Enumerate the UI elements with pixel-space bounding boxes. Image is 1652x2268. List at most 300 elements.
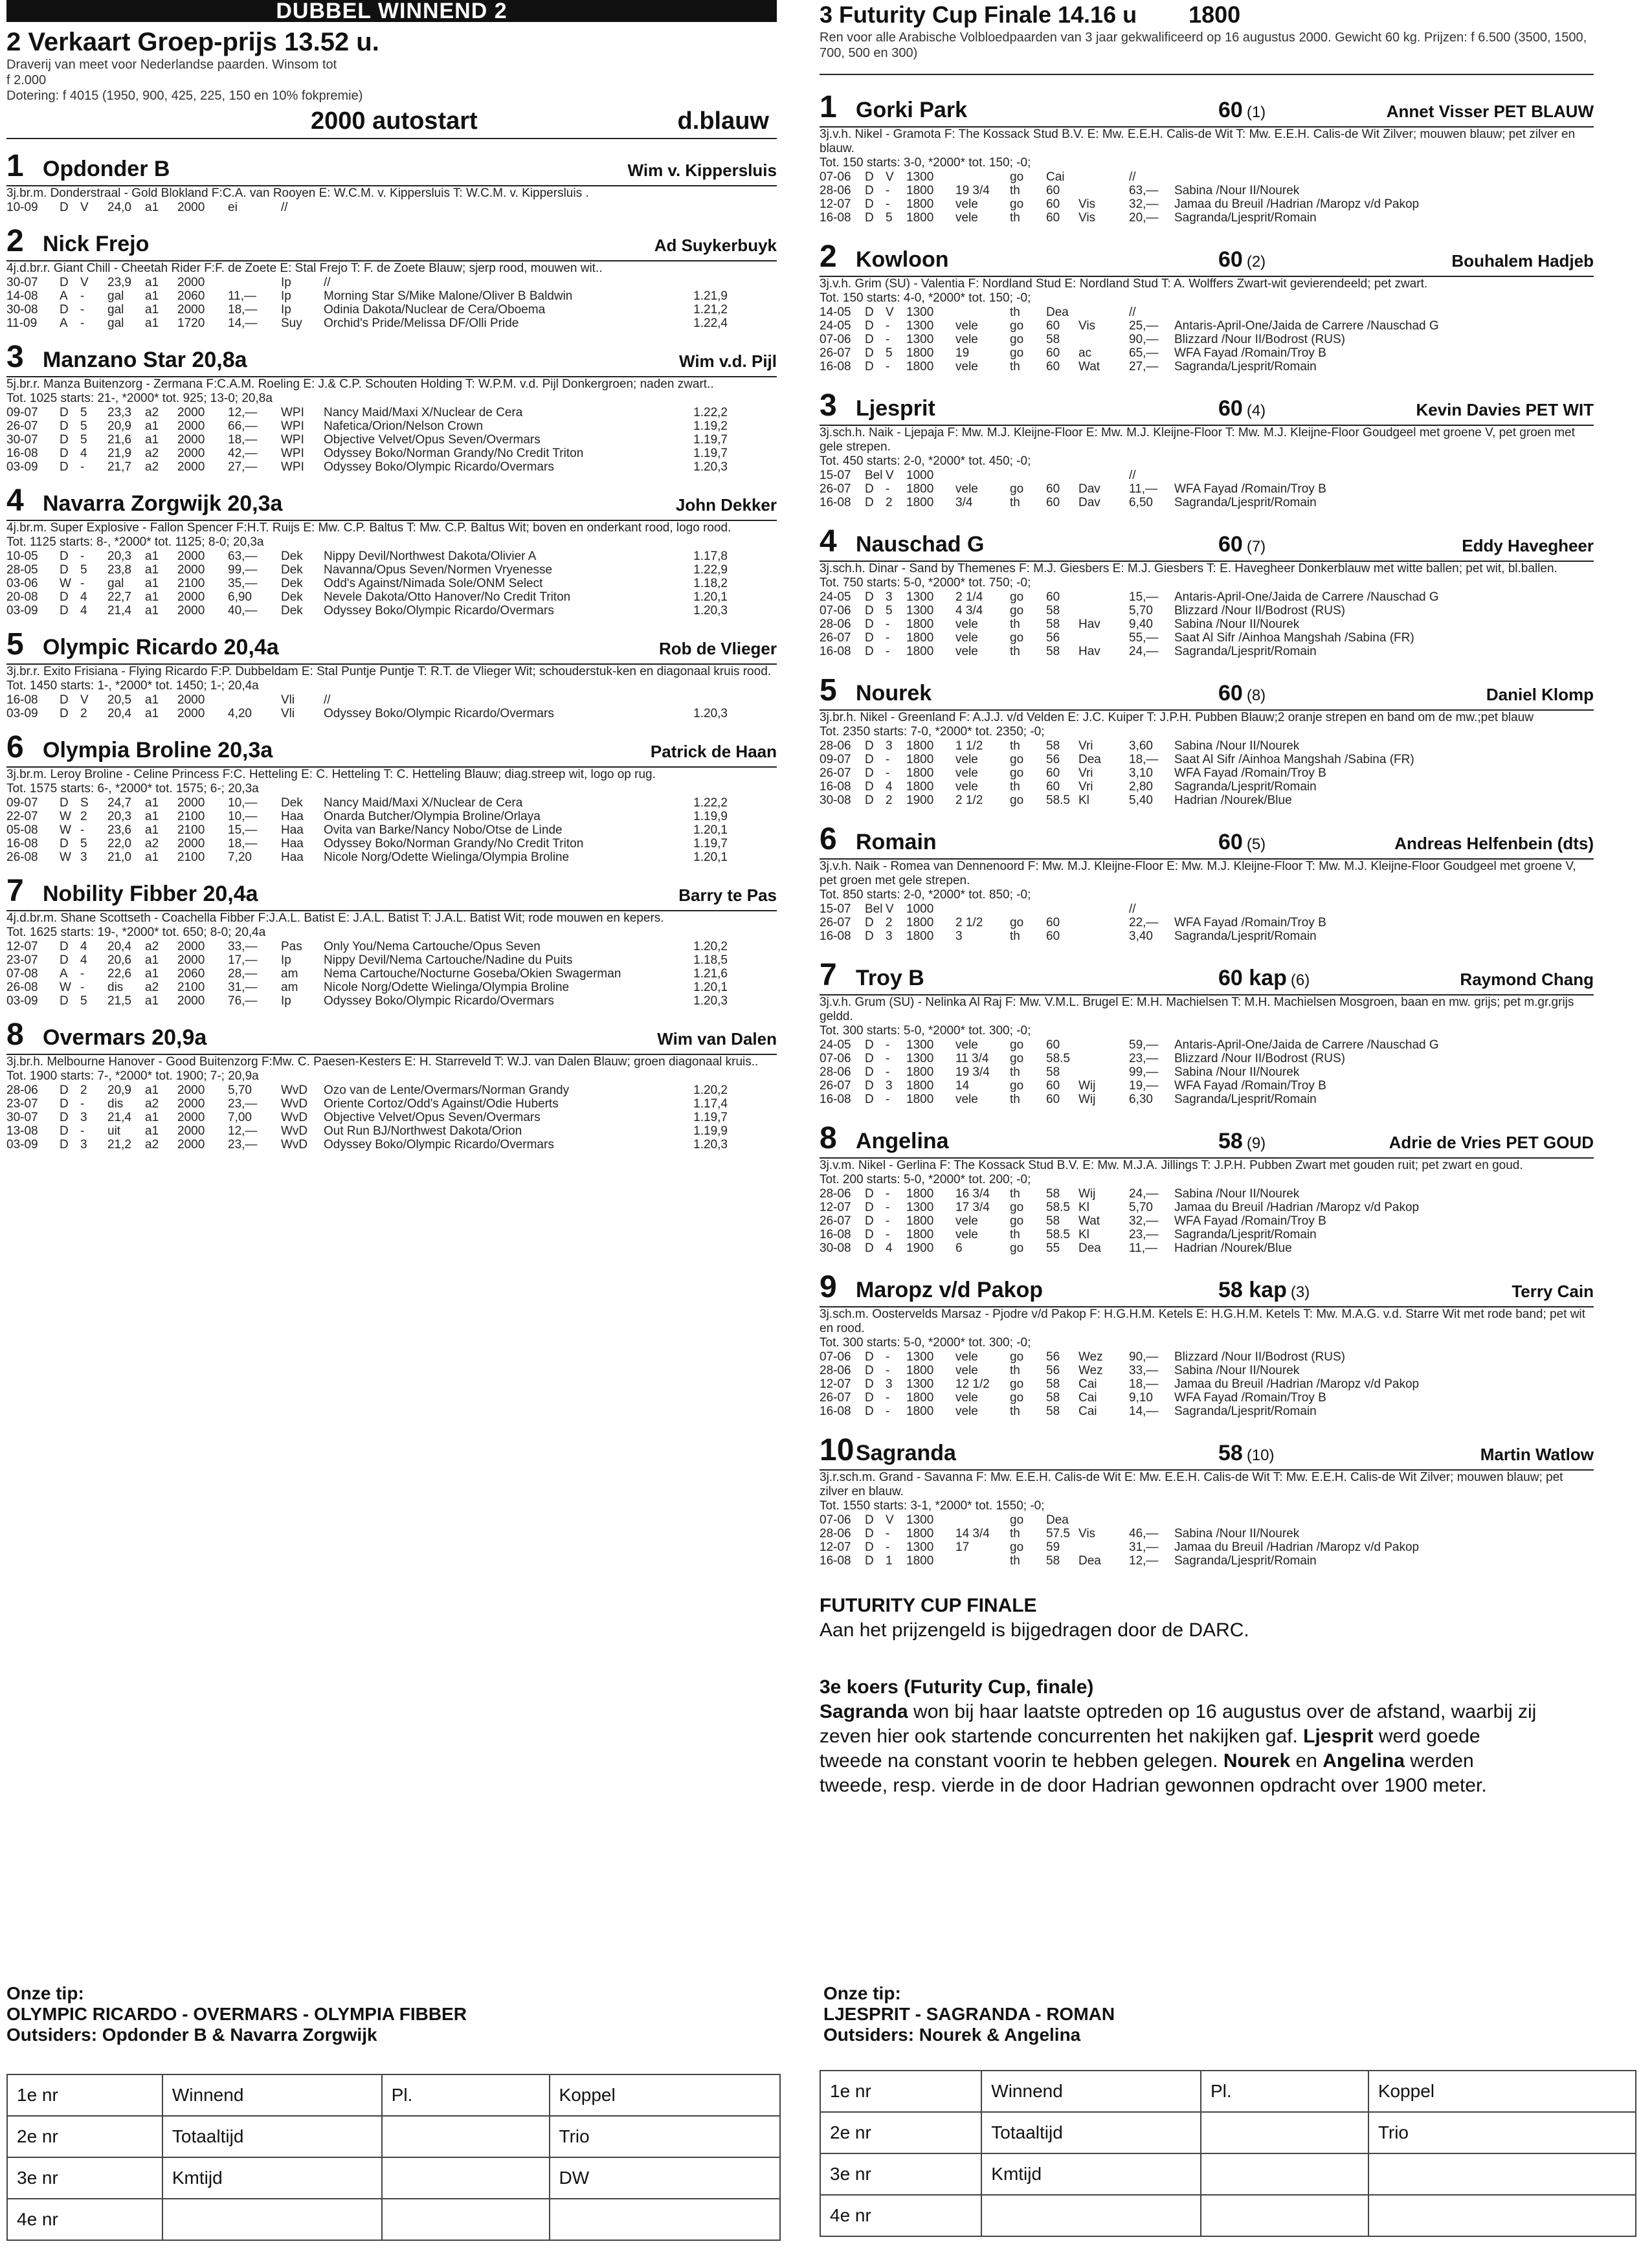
jockey-name: Eddy Havegheer [1462, 536, 1594, 555]
result-cell: 58 [1046, 1377, 1060, 1391]
result-cell: a1 [145, 1124, 159, 1138]
result-cell: Dav [1078, 496, 1100, 509]
result-cell: Jamaa du Breuil /Hadrian /Maropz v/d Pakop [1174, 1201, 1420, 1214]
result-cell: 1300 [906, 1377, 934, 1391]
result-row [6, 419, 730, 433]
result-cell: 58 [1046, 333, 1060, 346]
result-row [6, 317, 730, 330]
result-cell: a1 [145, 707, 159, 720]
result-cell: 13-08 [6, 1124, 38, 1138]
result-cell: // [324, 276, 331, 289]
result-cell: 23,— [228, 1097, 258, 1111]
result-cell: 1720 [177, 317, 205, 330]
result-cell: 23,9 [107, 276, 131, 289]
result-cell: 57.5 [1046, 1527, 1070, 1540]
result-row [820, 766, 1488, 780]
post-position: (6) [1290, 972, 1310, 989]
result-cell: a1 [145, 276, 159, 289]
result-cell: D [60, 796, 69, 810]
result-cell: gal [107, 289, 124, 303]
result-cell: a2 [145, 447, 159, 460]
result-cell: 58 [1046, 1405, 1060, 1418]
horse-number: 2 [6, 224, 24, 258]
result-cell: 12,— [228, 406, 258, 419]
result-cell [1129, 1513, 1174, 1527]
horse-number: 4 [820, 524, 837, 559]
result-row [820, 1079, 1488, 1093]
result-row [820, 902, 1488, 916]
result-cell: 4 [80, 953, 87, 967]
horse-header [820, 239, 1594, 277]
result-cell: Objective Velvet/Opus Seven/Overmars [324, 1111, 541, 1124]
result-cell: Jamaa du Breuil /Hadrian /Maropz v/d Pakop [1174, 1377, 1420, 1391]
result-cell: 11,— [228, 289, 257, 303]
result-cell: th [1010, 1527, 1020, 1540]
result-cell: Ip [281, 276, 291, 289]
results-table [6, 276, 730, 330]
conditions-line: Draverij van meet voor Nederlandse paarden. Winsom tot [6, 58, 337, 72]
result-cell: 1.19,7 [693, 433, 728, 447]
horse-stats: Tot. 2350 starts: 7-0, *2000* tot. 2350; -0; [820, 725, 1045, 739]
tip-label: Onze tip: [823, 1983, 901, 2003]
horse-header [820, 821, 1594, 860]
result-cell: go [1010, 1377, 1024, 1391]
result-cell: 03-09 [6, 707, 38, 720]
result-cell: 1800 [906, 1079, 934, 1093]
result-row [820, 929, 1488, 943]
result-cell: 3 [955, 929, 963, 943]
result-cell: a1 [145, 563, 159, 577]
result-cell: Dek [281, 577, 303, 590]
futurity-text: Aan het prijzengeld is bijgedragen door de DARC. [820, 1619, 1249, 1641]
result-cell: Haa [281, 850, 304, 864]
result-cell: 1300 [906, 1201, 934, 1214]
result-cell: D [865, 916, 874, 929]
sheet-cell: Trio [1368, 2112, 1636, 2153]
result-row [820, 306, 1488, 319]
result-row [6, 1084, 730, 1097]
result-cell: 2000 [177, 419, 205, 433]
result-cell: WFA Fayad /Romain/Troy B [1174, 1214, 1326, 1228]
result-cell: 07-06 [820, 170, 851, 184]
result-cell: - [886, 1052, 890, 1065]
result-cell: Kl [1078, 1201, 1089, 1214]
result-cell: Nicole Norg/Odette Wielinga/Olympia Broline [324, 981, 570, 994]
result-cell: 14-08 [6, 289, 38, 303]
horse-name: Nick Frejo [43, 232, 150, 256]
result-cell: 2 1/4 [955, 590, 983, 604]
result-cell: 6 [955, 1241, 963, 1255]
result-cell: WPI [281, 447, 304, 460]
horse-pedigree: 3j.sch.h. Naik - Ljepaja F: Mw. M.J. Kleijne-Floor E: Mw. M.J. Kleijne-Floor T: Mw. M.J. Kleijne-Floor Goudgeel met groene V, pet groen met gele strepen. [820, 426, 1575, 454]
result-cell: S [80, 796, 89, 810]
sheet-cell: 1e nr [820, 2071, 981, 2112]
result-cell [1010, 902, 1046, 916]
result-cell: vele [955, 753, 978, 766]
sheet-cell: Totaaltijd [162, 2116, 382, 2157]
result-cell: 58 [1046, 1391, 1060, 1405]
result-cell: V [80, 201, 89, 214]
result-cell: Ip [281, 303, 291, 317]
result-row [6, 850, 730, 864]
driver-name: Wim v.d. Pijl [679, 351, 777, 371]
horse-header [820, 1432, 1594, 1471]
horse-number: 6 [6, 730, 24, 764]
result-cell: 56 [1046, 1364, 1060, 1377]
result-row [6, 707, 730, 720]
results-table [820, 469, 1488, 509]
result-cell: 03-09 [6, 604, 38, 617]
result-cell: 5 [80, 837, 87, 850]
result-cell: 26-07 [820, 1391, 851, 1405]
horse-header [6, 873, 777, 911]
result-cell: WFA Fayad /Romain/Troy B [1174, 1391, 1326, 1405]
sheet-cell [981, 2195, 1201, 2236]
result-cell: vele [955, 482, 978, 496]
result-cell: Nevele Dakota/Otto Hanover/No Credit Triton [324, 590, 571, 604]
result-cell: 1800 [906, 645, 934, 658]
result-cell: 14-05 [820, 306, 851, 319]
result-cell: 16-08 [6, 447, 38, 460]
result-cell: 23,— [1129, 1052, 1159, 1065]
result-cell: D [865, 1065, 874, 1079]
result-cell: Vri [1078, 766, 1093, 780]
result-cell: Odd's Against/Nimada Sole/ONM Select [324, 577, 543, 590]
horse-stats: Tot. 1625 starts: 19-, *2000* tot. 650; 8-0; 20,4a [6, 926, 266, 939]
result-cell: 24-05 [820, 319, 851, 333]
result-cell: Cai [1078, 1405, 1097, 1418]
result-cell: 18,— [228, 433, 258, 447]
result-cell: 12-07 [6, 940, 38, 953]
result-cell: th [1010, 1364, 1020, 1377]
result-cell: 60 [1046, 360, 1060, 373]
result-cell: WvD [281, 1124, 308, 1138]
result-cell: 16-08 [820, 1228, 851, 1241]
result-cell: go [1010, 794, 1024, 807]
horse-entry [6, 148, 777, 214]
result-cell: - [886, 1391, 890, 1405]
jockey-name: Martin Watlow [1480, 1445, 1594, 1464]
result-cell [228, 693, 281, 707]
result-cell: 2100 [177, 577, 205, 590]
result-cell: 3 [886, 739, 893, 753]
result-cell: 1 [886, 1554, 893, 1568]
result-cell: 1.19,9 [693, 1124, 728, 1138]
result-cell [689, 201, 730, 214]
result-cell: 27,— [228, 460, 258, 474]
sheet-cell [162, 2199, 382, 2240]
result-cell: 4 [80, 604, 87, 617]
jockey-name: Bouhalem Hadjeb [1451, 251, 1594, 271]
result-cell: D [60, 550, 69, 563]
sheet-cell [382, 2199, 550, 2240]
result-row [820, 1228, 1488, 1241]
result-cell: V [886, 469, 894, 482]
horse-header [820, 388, 1594, 426]
result-cell: 1.18,5 [693, 953, 728, 967]
result-cell: Hav [1078, 645, 1100, 658]
result-cell: WvD [281, 1111, 308, 1124]
result-cell: D [865, 617, 874, 631]
result-cell: 22,— [1129, 916, 1159, 929]
betting-sheet [820, 2070, 1636, 2237]
horse-pedigree: 3j.sch.h. Dinar - Sand by Themenes F: M.J. Giesbers E: M.J. Giesbers T: E. Havegheer Donkerblauw met witte ballen; pet wit, bl.ballen. [820, 562, 1557, 575]
result-cell [1078, 1038, 1129, 1052]
horse-pedigree: 3j.br.m. Donderstraal - Gold Blokland F:C.A. van Rooyen E: W.C.M. v. Kippersluis T: W.C.M. v. Kippersluis . [6, 186, 589, 200]
result-cell: 1 1/2 [955, 739, 983, 753]
result-cell: Blizzard /Nour II/Bodrost (RUS) [1174, 1052, 1345, 1065]
result-cell: Sabina /Nour II/Nourek [1174, 1527, 1300, 1540]
result-cell: WvD [281, 1097, 308, 1111]
result-row [6, 823, 730, 837]
jockey-name: Adrie de Vries PET GOUD [1389, 1133, 1594, 1152]
result-cell: 1800 [906, 766, 934, 780]
sheet-cell: Trio [550, 2116, 780, 2157]
result-cell: 5,40 [1129, 794, 1153, 807]
result-cell: a1 [145, 994, 159, 1008]
result-cell: 2100 [177, 810, 205, 823]
result-cell: 3,40 [1129, 929, 1153, 943]
result-cell: 07-06 [820, 1052, 851, 1065]
horse-entry [820, 239, 1594, 373]
result-cell: 3 [886, 929, 893, 943]
result-cell: a1 [145, 550, 159, 563]
result-cell: 22,0 [107, 837, 131, 850]
result-cell: - [80, 460, 85, 474]
result-cell: D [865, 1527, 874, 1540]
result-cell: 2000 [177, 1124, 205, 1138]
result-cell: 1.19,2 [693, 419, 728, 433]
result-row [820, 469, 1488, 482]
result-cell: a1 [145, 810, 159, 823]
result-cell: 60 [1046, 780, 1060, 794]
result-cell: WFA Fayad /Romain/Troy B [1174, 766, 1326, 780]
sheet-cell: 3e nr [7, 2157, 162, 2199]
result-cell: 60 [1046, 346, 1060, 360]
sheet-cell [1201, 2112, 1368, 2153]
result-cell: 26-07 [820, 1079, 851, 1093]
horse-header [6, 339, 777, 377]
result-cell: th [1010, 1405, 1020, 1418]
result-cell: 5 [886, 604, 893, 617]
sheet-row [820, 2071, 1636, 2112]
result-cell: Odyssey Boko/Olympic Ricardo/Overmars [324, 460, 554, 474]
result-cell: th [1010, 1228, 1020, 1241]
result-cell: Ip [281, 953, 291, 967]
result-cell: 1.19,7 [693, 447, 728, 460]
result-cell: 16-08 [820, 1405, 851, 1418]
result-cell: 20,4 [107, 940, 131, 953]
result-cell: 2 [80, 810, 87, 823]
results-table [820, 1513, 1488, 1568]
result-cell: 1.22,2 [693, 796, 728, 810]
result-row [820, 1201, 1488, 1214]
horse-stats: Tot. 1575 starts: 6-, *2000* tot. 1575; 6-; 20,3a [6, 782, 259, 795]
result-cell: Hav [1078, 617, 1100, 631]
result-row [6, 994, 730, 1008]
horse-pedigree: 3j.r.sch.m. Grand - Savanna F: Mw. E.E.H. Calis-de Wit E: Mw. E.E.H. Calis-de Wit T: Mw. E.E.H. Calis-de Wit Zilver; mouwen blauw; pet zilver en blauw. [820, 1471, 1563, 1498]
result-cell: D [865, 766, 874, 780]
results-table [6, 550, 730, 617]
result-row [820, 794, 1488, 807]
sheet-cell: Pl. [382, 2074, 550, 2116]
result-row [6, 604, 730, 617]
horse-header [820, 524, 1594, 562]
result-cell: vele [955, 1405, 978, 1418]
result-cell: WFA Fayad /Romain/Troy B [1174, 1079, 1326, 1093]
horse-number: 7 [6, 874, 24, 908]
result-row [820, 1527, 1488, 1540]
result-row [820, 645, 1488, 658]
result-cell: 26-07 [820, 766, 851, 780]
horse-stats: Tot. 850 starts: 2-0, *2000* tot. 850; -0; [820, 888, 1031, 902]
result-cell: 1300 [906, 1513, 934, 1527]
result-cell: 63,— [228, 550, 258, 563]
result-cell: 60 [1046, 197, 1060, 211]
result-row [820, 1540, 1488, 1554]
horse-number: 3 [820, 388, 837, 423]
result-cell: - [80, 1124, 85, 1138]
result-cell: 20,— [1129, 211, 1159, 225]
result-cell: 21,0 [107, 850, 131, 864]
sheet-cell: Winnend [162, 2074, 382, 2116]
result-cell: D [60, 563, 69, 577]
result-cell: a1 [145, 850, 159, 864]
result-cell: 16-08 [820, 211, 851, 225]
result-cell: th [1010, 496, 1020, 509]
result-cell: 1300 [906, 590, 934, 604]
result-cell: 1800 [906, 482, 934, 496]
result-cell: 21,2 [107, 1138, 131, 1151]
result-cell: 4 [886, 780, 893, 794]
result-cell: V [80, 276, 89, 289]
result-cell: 76,— [228, 994, 258, 1008]
result-cell: go [1010, 590, 1024, 604]
result-cell: 15-07 [820, 902, 851, 916]
result-cell: 28-06 [820, 739, 851, 753]
horse-entry [820, 1120, 1594, 1255]
result-cell: // [1129, 170, 1136, 184]
result-cell: Nancy Maid/Maxi X/Nuclear de Cera [324, 796, 523, 810]
result-cell: 1800 [906, 197, 934, 211]
result-row [820, 1364, 1488, 1377]
result-cell: D [60, 1124, 69, 1138]
result-cell: D [865, 1187, 874, 1201]
result-cell: a2 [145, 1138, 159, 1151]
horse-header [820, 673, 1594, 711]
result-cell: 2000 [177, 1138, 205, 1151]
result-cell: 32,— [1129, 197, 1159, 211]
result-cell: - [886, 753, 890, 766]
result-cell: D [865, 1093, 874, 1106]
result-cell [324, 201, 689, 214]
result-cell: th [1010, 739, 1020, 753]
result-cell: Odinia Dakota/Nuclear de Cera/Oboema [324, 303, 546, 317]
sheet-cell [1368, 2153, 1636, 2195]
result-row [820, 1214, 1488, 1228]
result-cell: Jamaa du Breuil /Hadrian /Maropz v/d Pakop [1174, 1540, 1420, 1554]
horse-weight: 58 kap [1218, 1278, 1287, 1302]
result-cell: Wez [1078, 1364, 1103, 1377]
race-conditions: Ren voor alle Arabische Volbloedpaarden van 3 jaar gekwalificeerd op 16 augustus 2000. Gewicht 60 kg. Prijzen: f 6.500 (3500, 1500, 700, 500 en 300) [820, 30, 1594, 75]
result-cell: 23,— [228, 1138, 258, 1151]
result-cell: a1 [145, 433, 159, 447]
result-cell: 1000 [906, 902, 934, 916]
result-cell [1010, 469, 1046, 482]
sheet-cell: Kmtijd [162, 2157, 382, 2199]
jockey-name: Raymond Chang [1460, 970, 1594, 989]
result-cell: 3 [80, 1111, 87, 1124]
result-row [6, 201, 730, 214]
result-cell: Suy [281, 317, 302, 330]
result-cell: D [60, 276, 69, 289]
result-cell: WvD [281, 1138, 308, 1151]
horse-header [6, 148, 777, 186]
result-row [820, 1377, 1488, 1391]
result-cell: 21,6 [107, 433, 131, 447]
result-cell: 19,— [1129, 1079, 1159, 1093]
result-cell: 2,80 [1129, 780, 1153, 794]
highlight-name: Nourek [1223, 1750, 1291, 1772]
result-cell: Sagranda/Ljesprit/Romain [1174, 211, 1317, 225]
horse-name: Nourek [856, 681, 932, 706]
result-cell: gal [107, 303, 124, 317]
result-cell: 1.20,2 [693, 940, 728, 953]
horse-name: Olympia Broline 20,3a [43, 738, 273, 762]
result-cell: Nafetica/Orion/Nelson Crown [324, 419, 484, 433]
horse-name: Maropz v/d Pakop [856, 1278, 1044, 1302]
result-cell: 15-07 [820, 469, 851, 482]
result-cell: 25,— [1129, 319, 1159, 333]
result-cell: 3 [886, 1377, 893, 1391]
result-cell: D [60, 447, 69, 460]
result-row [6, 1124, 730, 1138]
sheet-row [820, 2112, 1636, 2153]
result-cell: go [1010, 1052, 1024, 1065]
horse-pedigree: 3j.v.m. Nikel - Gerlina F: The Kossack Stud B.V. E: Mw. M.J.A. Jillings T: J.P.H. Pubben Zwart met gouden ruit; pet zwart en goud. [820, 1159, 1523, 1172]
left-column [6, 0, 777, 1151]
result-cell: 2000 [177, 201, 205, 214]
result-cell: a1 [145, 201, 159, 214]
result-cell: V [886, 170, 894, 184]
result-cell: 4 [80, 940, 87, 953]
result-cell: 60 [1046, 184, 1060, 197]
highlight-name: Ljesprit [1303, 1726, 1374, 1747]
horse-pedigree: 4j.br.m. Super Explosive - Fallon Spencer F:H.T. Ruijs E: Mw. C.P. Baltus T: Mw. C.P. Baltus Wit; boven en onderkant rood, logo rood. [6, 521, 731, 535]
result-cell: 99,— [228, 563, 258, 577]
result-cell: D [60, 1138, 69, 1151]
horse-weight: 58 [1218, 1129, 1243, 1153]
horse-entry [6, 627, 777, 720]
result-cell: - [886, 1405, 890, 1418]
horse-weight: 60 [1218, 681, 1243, 706]
horse-stats: Tot. 150 starts: 3-0, *2000* tot. 150; -0; [820, 156, 1031, 170]
result-cell: Odyssey Boko/Norman Grandy/No Credit Triton [324, 837, 584, 850]
highlight-name: Sagranda [820, 1701, 908, 1722]
result-row [820, 319, 1488, 333]
result-cell: 26-08 [6, 981, 38, 994]
result-cell: W [60, 823, 71, 837]
result-cell: - [80, 981, 85, 994]
result-cell: go [1010, 482, 1024, 496]
horse-weight: 60 [1218, 98, 1243, 122]
sheet-row [7, 2116, 780, 2157]
horse-entry [820, 821, 1594, 943]
result-cell: a1 [145, 419, 159, 433]
result-cell: 24-05 [820, 1038, 851, 1052]
result-cell: 12-07 [820, 1540, 851, 1554]
result-cell: - [886, 1187, 890, 1201]
